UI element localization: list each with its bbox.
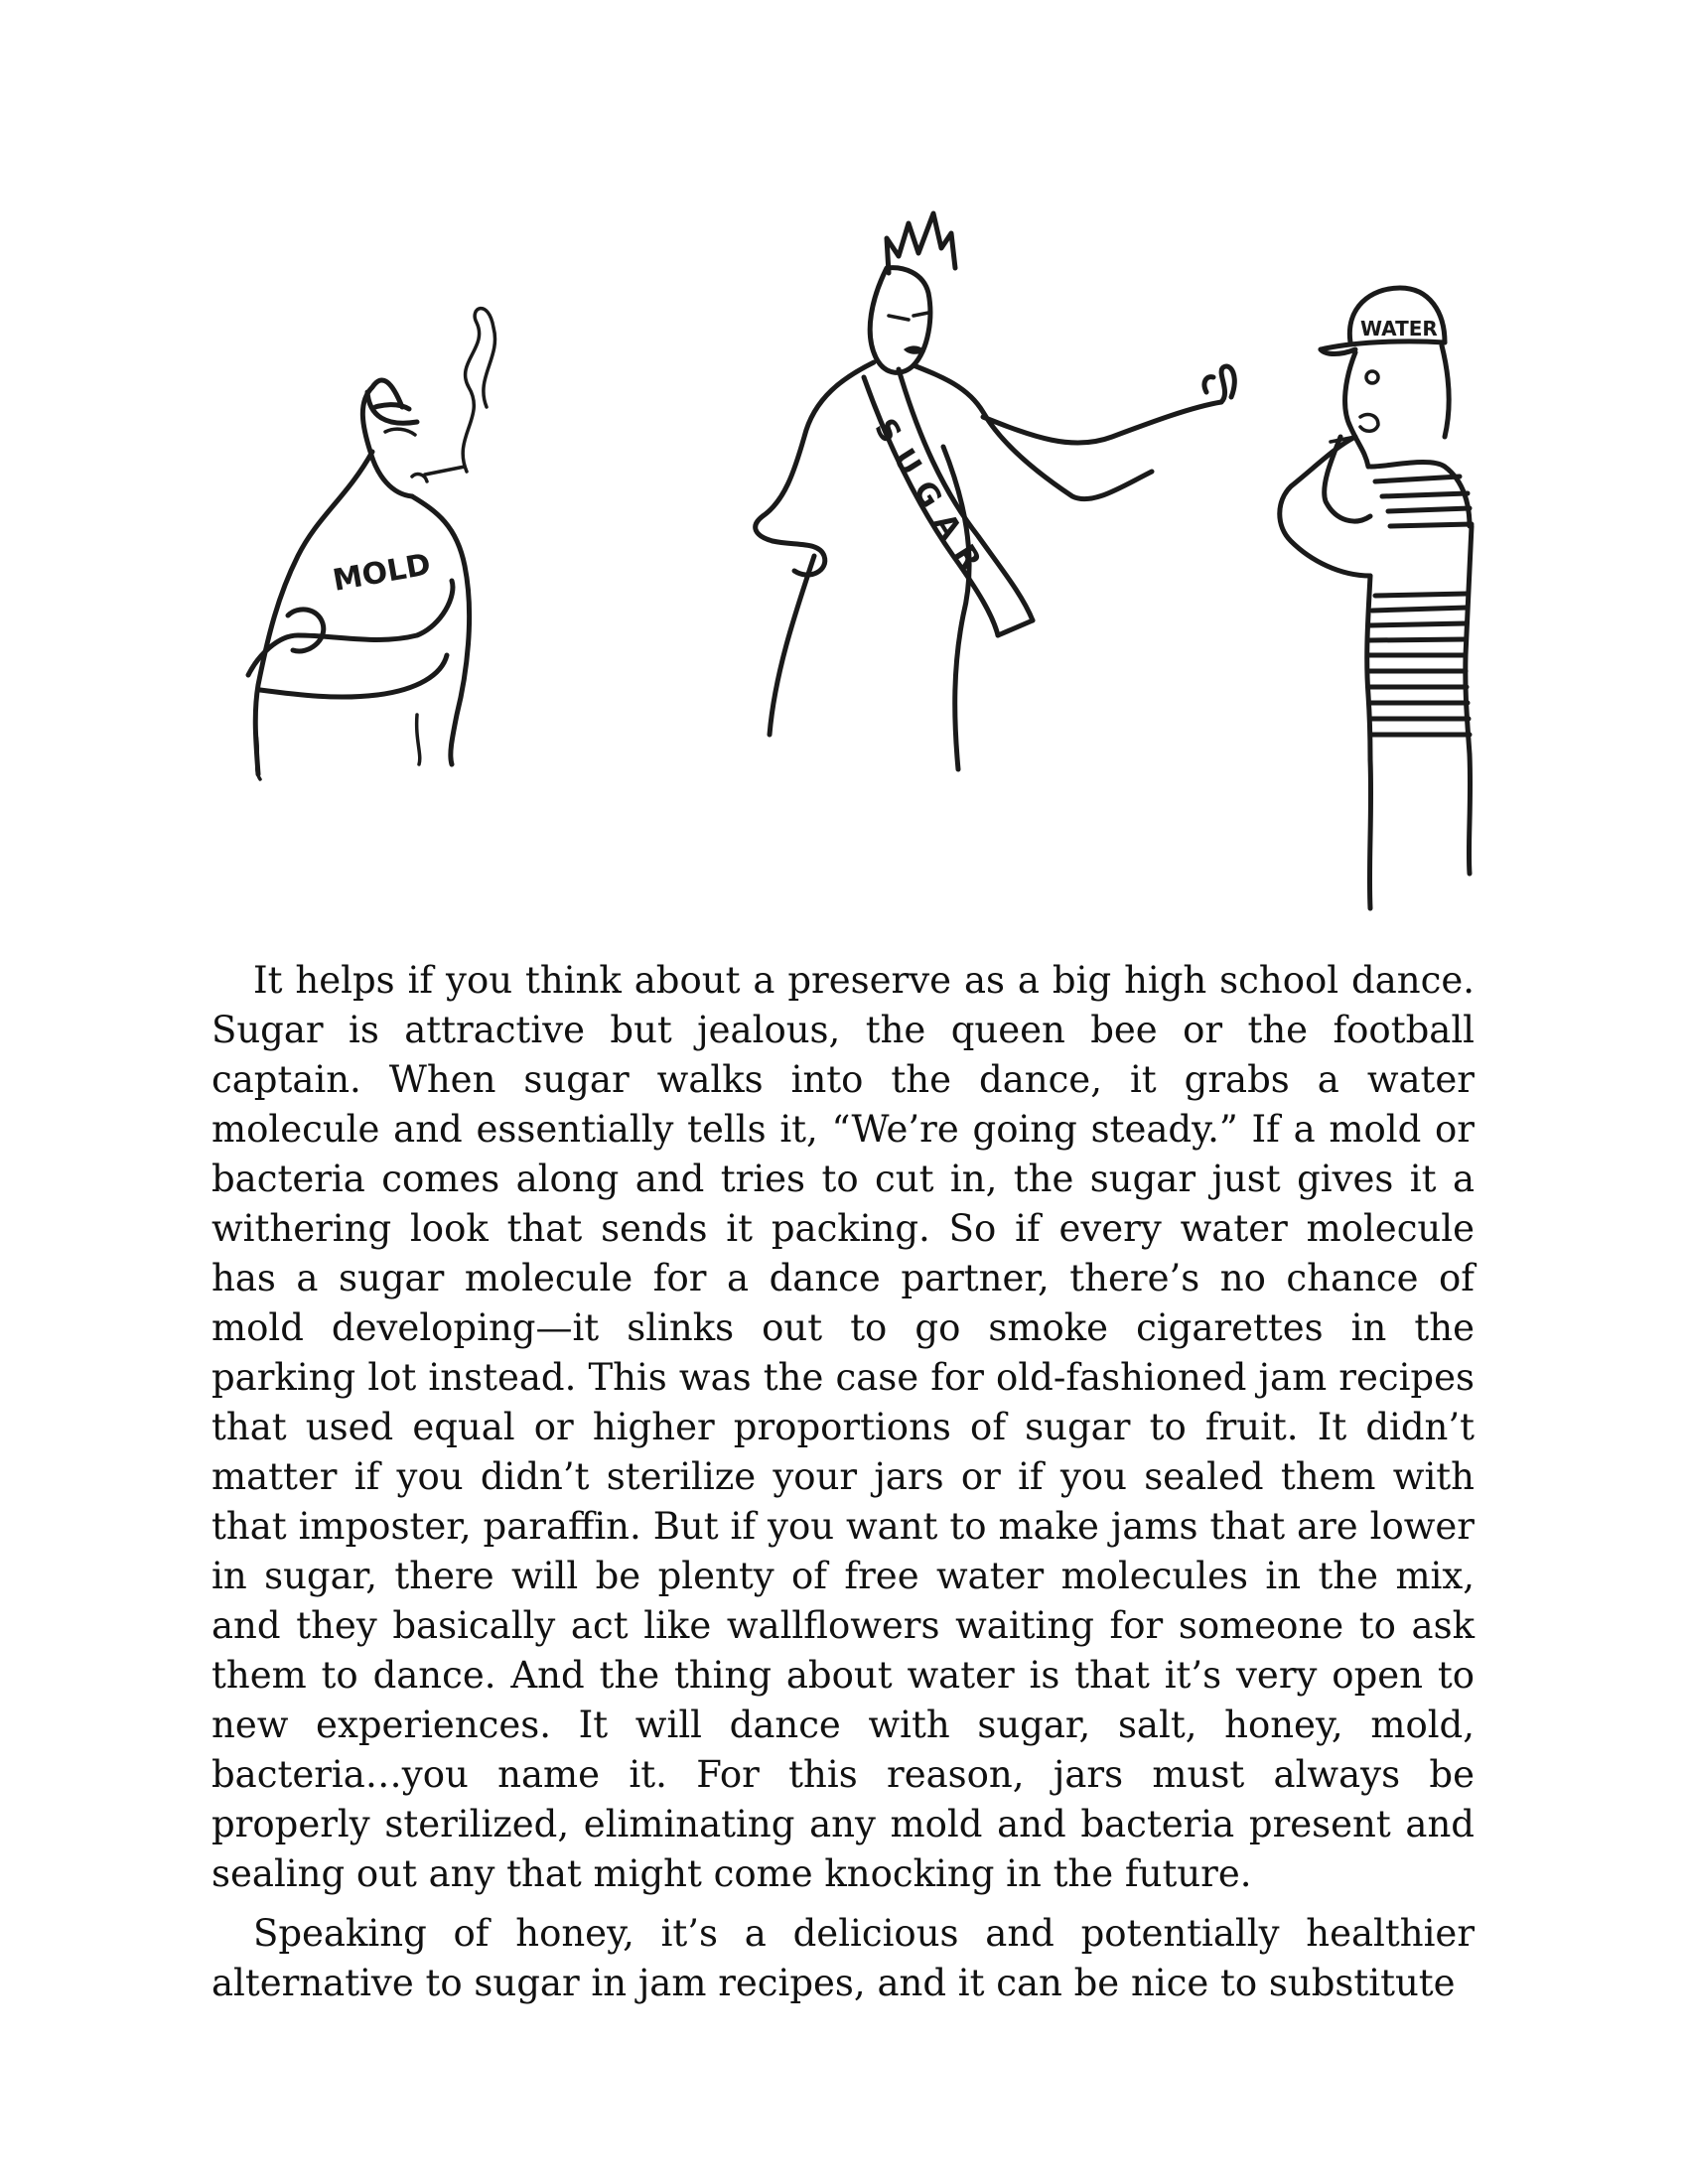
mold-label: MOLD [330, 547, 434, 599]
body-text [211, 956, 1475, 2018]
shirt-stripes [1368, 477, 1472, 735]
mold-figure [248, 309, 495, 779]
paragraph-2: Speaking of honey, it’s a delicious and potentially healthier alternative to sugar in jam recipes, and it can be nice to substitute [211, 1912, 1475, 2004]
sugar-label: SUGAR [867, 412, 995, 589]
dance-illustration [0, 0, 1688, 923]
paragraph-1: It helps if you think about a preserve as a big high school dance. Sugar is attractive but jealous, the queen bee or the football captain. When sugar walks into the dance, it grabs a water molecule and essentially tells it, “We’re going steady.” If a mold or bacteria comes along and tries to cut in, the sugar just gives it a withering look that sends it packing. So if every water molecule has a sugar molecule for a dance partner, there’s no chance of mold developing—it slinks out to go smoke cigarettes in the parking lot instead. This was the case for old-fashioned jam recipes that used equal or higher proportions of sugar to fruit. It didn’t matter if you didn’t sterilize your jars or if you sealed them with that imposter, paraffin. But if you want to make jams that are lower in sugar, there will be plenty of free water molecules in the mix, and they basically act like wallflowers waiting for someone to ask them to dance. And the thing about water is that it’s very open to new experiences. It will dance with sugar, salt, honey, mold, bacteria…you name it. For this reason, jars must always be properly sterilized, eliminating any mold and bacteria present and sealing out any that might come knocking in the future. [211, 959, 1475, 1895]
water-label: WATER [1360, 317, 1438, 341]
sugar-figure [756, 213, 1235, 769]
water-figure [1280, 288, 1472, 908]
